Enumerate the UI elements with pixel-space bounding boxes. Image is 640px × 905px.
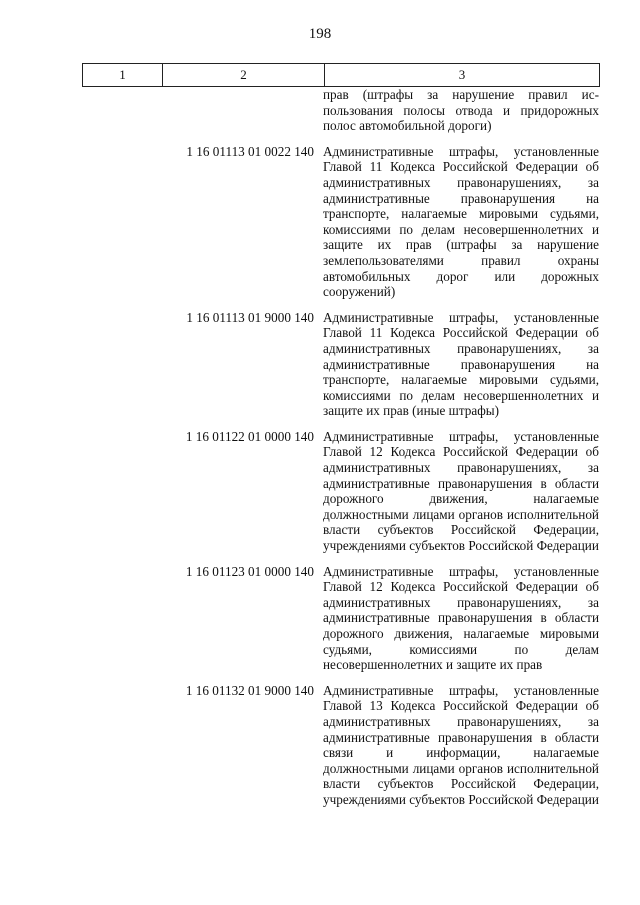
column-header-3: 3 bbox=[325, 64, 600, 87]
table-row bbox=[82, 429, 599, 554]
table-row bbox=[82, 310, 599, 419]
table-row bbox=[82, 683, 599, 808]
column-header-1: 1 bbox=[83, 64, 163, 87]
revenue-description: Административные штрафы, установленные Главой 12 Кодекса Российской Федерации об административных правонарушениях, за административные правонарушения в области дорожного движения, налагаемые должностными лицами органов исполнительной власти субъектов Российской Федерации, учреждениями субъектов Российской Федерации bbox=[323, 428, 599, 554]
column-header-2: 2 bbox=[163, 64, 325, 87]
column-header-table bbox=[82, 63, 600, 87]
budget-code: 1 16 01113 01 0022 140 bbox=[186, 143, 314, 159]
revenue-description: Административные штрафы, установленные Главой 12 Кодекса Российской Федерации об административных правонарушениях, за административные правонарушения в области дорожного движения, налагаемые мировыми судьями, комиссиями по делам несовершеннолетних и защите их прав bbox=[323, 563, 599, 673]
budget-code bbox=[82, 87, 320, 134]
table-row bbox=[82, 144, 599, 300]
revenue-description: Административные штрафы, установленные Главой 13 Кодекса Российской Федерации об административных правонарушениях, за административные правонарушения в области связи и информации, налагаемые должностными лицами органов исполнительной власти субъектов Российской Федерации, учреждениями субъектов Российской Федерации bbox=[323, 682, 599, 807]
budget-code: 1 16 01123 01 0000 140 bbox=[185, 563, 314, 579]
budget-code: 1 16 01122 01 0000 140 bbox=[185, 428, 314, 444]
budget-code: 1 16 01113 01 9000 140 bbox=[186, 309, 314, 325]
revenue-description: Административные штрафы, установленные Главой 11 Кодекса Российской Федерации об административных правонарушениях, за административные правонарушения на транспорте, налагаемые мировыми судьями, комиссиями по делам несовершеннолетних и защите их прав (штрафы за нарушение землепользователями правил охраны автомобильных дорог или дорожных сооружений) bbox=[323, 143, 599, 300]
column-header-row bbox=[83, 64, 600, 87]
table-body bbox=[82, 87, 599, 808]
revenue-description: прав (штрафы за нарушение правил использования полосы отвода и придорожных полос автомобильной дороги) bbox=[323, 87, 599, 134]
table-row bbox=[82, 564, 599, 673]
page-number: 198 bbox=[308, 26, 332, 42]
table-row bbox=[82, 87, 599, 134]
revenue-description: Административные штрафы, установленные Главой 11 Кодекса Российской Федерации об административных правонарушениях, за административные правонарушения на транспорте, налагаемые мировыми судьями, комиссиями по делам несовершеннолетних и защите их прав (иные штрафы) bbox=[323, 309, 599, 419]
budget-code: 1 16 01132 01 9000 140 bbox=[185, 682, 314, 698]
